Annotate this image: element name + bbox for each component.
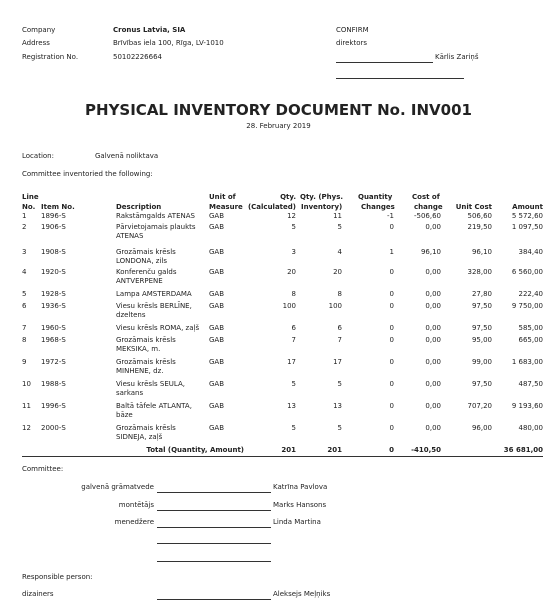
- cell-amount: 585,00: [518, 324, 543, 332]
- cell-description: Grozāmais krēsls LONDONA, zils: [116, 248, 176, 265]
- cell-qty-phys: 17: [333, 358, 342, 366]
- cell-line-no: 1: [22, 212, 27, 220]
- cell-amount: 9 750,00: [511, 302, 543, 310]
- cell-cost-change: 0,00: [425, 324, 441, 332]
- responsible-label: Responsible person:: [22, 573, 93, 581]
- total-cost-change: -410,50: [411, 446, 441, 454]
- cell-cost-change: 0,00: [425, 402, 441, 410]
- cell-line-no: 10: [22, 380, 31, 388]
- committee-extra-line-2: [157, 561, 271, 562]
- header-item-no: Item No.: [41, 203, 75, 211]
- cell-uom: GAB: [209, 268, 225, 276]
- committee-signature-line: [157, 527, 271, 528]
- committee-member-role: menedžere: [114, 518, 154, 526]
- cell-line-no: 2: [22, 223, 27, 231]
- cell-unit-cost: 99,00: [471, 358, 492, 366]
- committee-member-role: galvenā grāmatvede: [81, 483, 154, 491]
- cell-item-no: 1968-S: [41, 336, 66, 344]
- cell-qty-calc: 13: [287, 402, 296, 410]
- cell-description: Viesu krēsls ROMA, zaļš: [116, 324, 200, 332]
- cell-qty-phys: 4: [337, 248, 342, 256]
- cell-unit-cost: 95,00: [471, 336, 492, 344]
- cell-item-no: 1896-S: [41, 212, 66, 220]
- cell-item-no: 1908-S: [41, 248, 66, 256]
- committee-member-name: Marks Hansons: [273, 501, 327, 509]
- cell-qty-calc: 17: [287, 358, 296, 366]
- cell-amount: 5 572,60: [511, 212, 543, 220]
- company-address: Brīvības iela 100, Rīga, LV-1010: [113, 39, 224, 47]
- header-line-no: Line: [22, 193, 39, 201]
- cell-description: Viesu krēsls SEULA, sarkans: [116, 380, 185, 397]
- confirm-label: CONFIRM: [336, 26, 369, 34]
- cell-line-no: 7: [22, 324, 27, 332]
- confirm-role: direktors: [336, 39, 368, 47]
- cell-qty-calc: 12: [287, 212, 296, 220]
- committee-label: Committee:: [22, 465, 64, 473]
- cell-line-no: 12: [22, 424, 31, 432]
- responsible-signature-line: [157, 599, 271, 600]
- header-qty-phys-2: Inventory): [301, 203, 343, 211]
- document-date: 28. February 2019: [246, 122, 311, 130]
- cell-unit-cost: 506,60: [467, 212, 492, 220]
- committee-signature-line: [157, 510, 271, 511]
- cell-line-no: 4: [22, 268, 27, 276]
- cell-amount: 384,40: [518, 248, 543, 256]
- header-cost-change-2: change: [414, 203, 443, 211]
- cell-qty-changes: 1: [389, 248, 394, 256]
- cell-qty-calc: 5: [291, 380, 296, 388]
- cell-cost-change: 0,00: [425, 358, 441, 366]
- cell-line-no: 5: [22, 290, 27, 298]
- header-cost-change: Cost of: [412, 193, 440, 201]
- company-label: Company: [22, 26, 56, 34]
- address-label: Address: [22, 39, 50, 47]
- cell-description: Grozāmais krēsls MINHENE, dz.: [116, 358, 176, 375]
- cell-qty-changes: 0: [389, 324, 394, 332]
- header-qty-calc: Qty.: [280, 193, 296, 201]
- company-name: Cronus Latvia, SIA: [113, 26, 186, 34]
- header-uom-2: Measure: [209, 203, 243, 211]
- cell-qty-changes: -1: [387, 212, 394, 220]
- confirm-date-line: [336, 78, 464, 79]
- cell-qty-calc: 5: [291, 424, 296, 432]
- confirm-signature-line: [336, 62, 433, 63]
- cell-qty-calc: 100: [282, 302, 296, 310]
- cell-amount: 487,50: [518, 380, 543, 388]
- cell-cost-change: 0,00: [425, 290, 441, 298]
- cell-cost-change: 0,00: [425, 268, 441, 276]
- cell-uom: GAB: [209, 358, 225, 366]
- cell-uom: GAB: [209, 336, 225, 344]
- cell-description: Pārvietojamais plaukts ATENAS: [116, 223, 196, 240]
- header-line-no-2: No.: [22, 203, 36, 211]
- cell-line-no: 6: [22, 302, 27, 310]
- cell-unit-cost: 707,20: [467, 402, 492, 410]
- committee-member-name: Katrīna Pavlova: [273, 483, 328, 491]
- cell-line-no: 3: [22, 248, 27, 256]
- cell-item-no: 1972-S: [41, 358, 66, 366]
- cell-qty-changes: 0: [389, 358, 394, 366]
- cell-amount: 222,40: [518, 290, 543, 298]
- committee-extra-line-1: [157, 543, 271, 544]
- cell-qty-calc: 3: [291, 248, 296, 256]
- header-uom: Unit of: [209, 193, 236, 201]
- cell-description: Grozāmais krēsls SIDNEJA, zaļš: [116, 424, 176, 441]
- cell-description: Baltā tāfele ATLANTA, bāze: [116, 402, 192, 419]
- registration-label: Registration No.: [22, 53, 79, 61]
- cell-qty-changes: 0: [389, 336, 394, 344]
- cell-qty-calc: 6: [291, 324, 296, 332]
- cell-unit-cost: 97,50: [471, 302, 492, 310]
- responsible-name: Aleksejs Meļņiks: [273, 590, 331, 598]
- location-value: Galvenā noliktava: [95, 152, 159, 160]
- header-qty-changes-2: Changes: [361, 203, 395, 211]
- cell-description: Rakstāmgalds ATENAS: [116, 212, 195, 220]
- cell-uom: GAB: [209, 223, 225, 231]
- cell-qty-calc: 5: [291, 223, 296, 231]
- cell-unit-cost: 96,00: [471, 424, 492, 432]
- cell-item-no: 1936-S: [41, 302, 66, 310]
- company-registration: 50102226664: [113, 53, 162, 61]
- cell-line-no: 9: [22, 358, 27, 366]
- cell-uom: GAB: [209, 290, 225, 298]
- cell-uom: GAB: [209, 402, 225, 410]
- cell-cost-change: 0,00: [425, 424, 441, 432]
- cell-uom: GAB: [209, 380, 225, 388]
- cell-qty-phys: 8: [337, 290, 342, 298]
- header-qty-calc-2: (Calculated): [247, 203, 296, 211]
- header-qty-changes: Quantity: [358, 193, 393, 201]
- cell-qty-calc: 8: [291, 290, 296, 298]
- header-qty-phys: Qty. (Phys.: [300, 193, 344, 201]
- document-title: PHYSICAL INVENTORY DOCUMENT No. INV001: [85, 101, 472, 119]
- committee-member-name: Linda Martina: [273, 518, 321, 526]
- cell-uom: GAB: [209, 302, 225, 310]
- cell-qty-phys: 5: [337, 223, 342, 231]
- cell-qty-calc: 7: [291, 336, 296, 344]
- cell-cost-change: 0,00: [425, 336, 441, 344]
- cell-item-no: 1996-S: [41, 402, 66, 410]
- cell-item-no: 2000-S: [41, 424, 66, 432]
- cell-cost-change: -506,60: [413, 212, 441, 220]
- cell-qty-changes: 0: [389, 380, 394, 388]
- cell-item-no: 1928-S: [41, 290, 66, 298]
- cell-qty-changes: 0: [389, 402, 394, 410]
- cell-unit-cost: 219,50: [467, 223, 492, 231]
- cell-uom: GAB: [209, 212, 225, 220]
- total-qty-phys: 201: [327, 446, 342, 454]
- cell-line-no: 11: [22, 402, 31, 410]
- cell-uom: GAB: [209, 424, 225, 432]
- cell-qty-changes: 0: [389, 223, 394, 231]
- cell-qty-phys: 5: [337, 380, 342, 388]
- cell-amount: 1 683,00: [511, 358, 543, 366]
- cell-description: Grozāmais krēsls MEKSIKA, m.: [116, 336, 176, 353]
- cell-amount: 9 193,60: [511, 402, 543, 410]
- cell-description: Konferenču galds ANTVERPENE: [116, 268, 177, 285]
- committee-signature-line: [157, 492, 271, 493]
- cell-qty-changes: 0: [389, 424, 394, 432]
- cell-qty-changes: 0: [389, 268, 394, 276]
- cell-qty-phys: 13: [333, 402, 342, 410]
- cell-cost-change: 0,00: [425, 223, 441, 231]
- cell-item-no: 1920-S: [41, 268, 66, 276]
- header-unit-cost: Unit Cost: [455, 203, 492, 211]
- cell-qty-changes: 0: [389, 302, 394, 310]
- cell-cost-change: 0,00: [425, 302, 441, 310]
- cell-uom: GAB: [209, 324, 225, 332]
- cell-qty-phys: 20: [333, 268, 342, 276]
- header-description: Description: [116, 203, 162, 211]
- total-qty-changes: 0: [389, 446, 394, 454]
- cell-description: Viesu krēsls BERLĪNE, dzeltens: [116, 302, 192, 319]
- cell-amount: 665,00: [518, 336, 543, 344]
- cell-amount: 6 560,00: [511, 268, 543, 276]
- cell-qty-calc: 20: [287, 268, 296, 276]
- total-label: Total (Quantity, Amount): [146, 446, 244, 454]
- cell-description: Lampa AMSTERDAMA: [116, 290, 192, 298]
- cell-amount: 480,00: [518, 424, 543, 432]
- header-amount: Amount: [512, 203, 543, 211]
- cell-qty-phys: 11: [333, 212, 342, 220]
- cell-unit-cost: 97,50: [471, 324, 492, 332]
- cell-qty-phys: 5: [337, 424, 342, 432]
- cell-item-no: 1960-S: [41, 324, 66, 332]
- cell-unit-cost: 97,50: [471, 380, 492, 388]
- cell-cost-change: 96,10: [420, 248, 441, 256]
- committee-intro: Committee inventoried the following:: [22, 170, 153, 178]
- total-amount: 36 681,00: [503, 446, 543, 454]
- cell-item-no: 1988-S: [41, 380, 66, 388]
- cell-amount: 1 097,50: [511, 223, 543, 231]
- total-underline: [22, 456, 543, 457]
- cell-uom: GAB: [209, 248, 225, 256]
- location-label: Location:: [22, 152, 54, 160]
- committee-member-role: montētājs: [118, 501, 154, 509]
- cell-cost-change: 0,00: [425, 380, 441, 388]
- cell-unit-cost: 27,80: [471, 290, 492, 298]
- cell-qty-phys: 7: [337, 336, 342, 344]
- cell-unit-cost: 328,00: [467, 268, 492, 276]
- total-qty-calc: 201: [281, 446, 296, 454]
- responsible-role: dizainers: [22, 590, 54, 598]
- confirm-name: Kārlis Zariņš: [435, 53, 479, 61]
- cell-qty-changes: 0: [389, 290, 394, 298]
- cell-qty-phys: 6: [337, 324, 342, 332]
- cell-qty-phys: 100: [328, 302, 342, 310]
- cell-item-no: 1906-S: [41, 223, 66, 231]
- cell-line-no: 8: [22, 336, 27, 344]
- cell-unit-cost: 96,10: [471, 248, 492, 256]
